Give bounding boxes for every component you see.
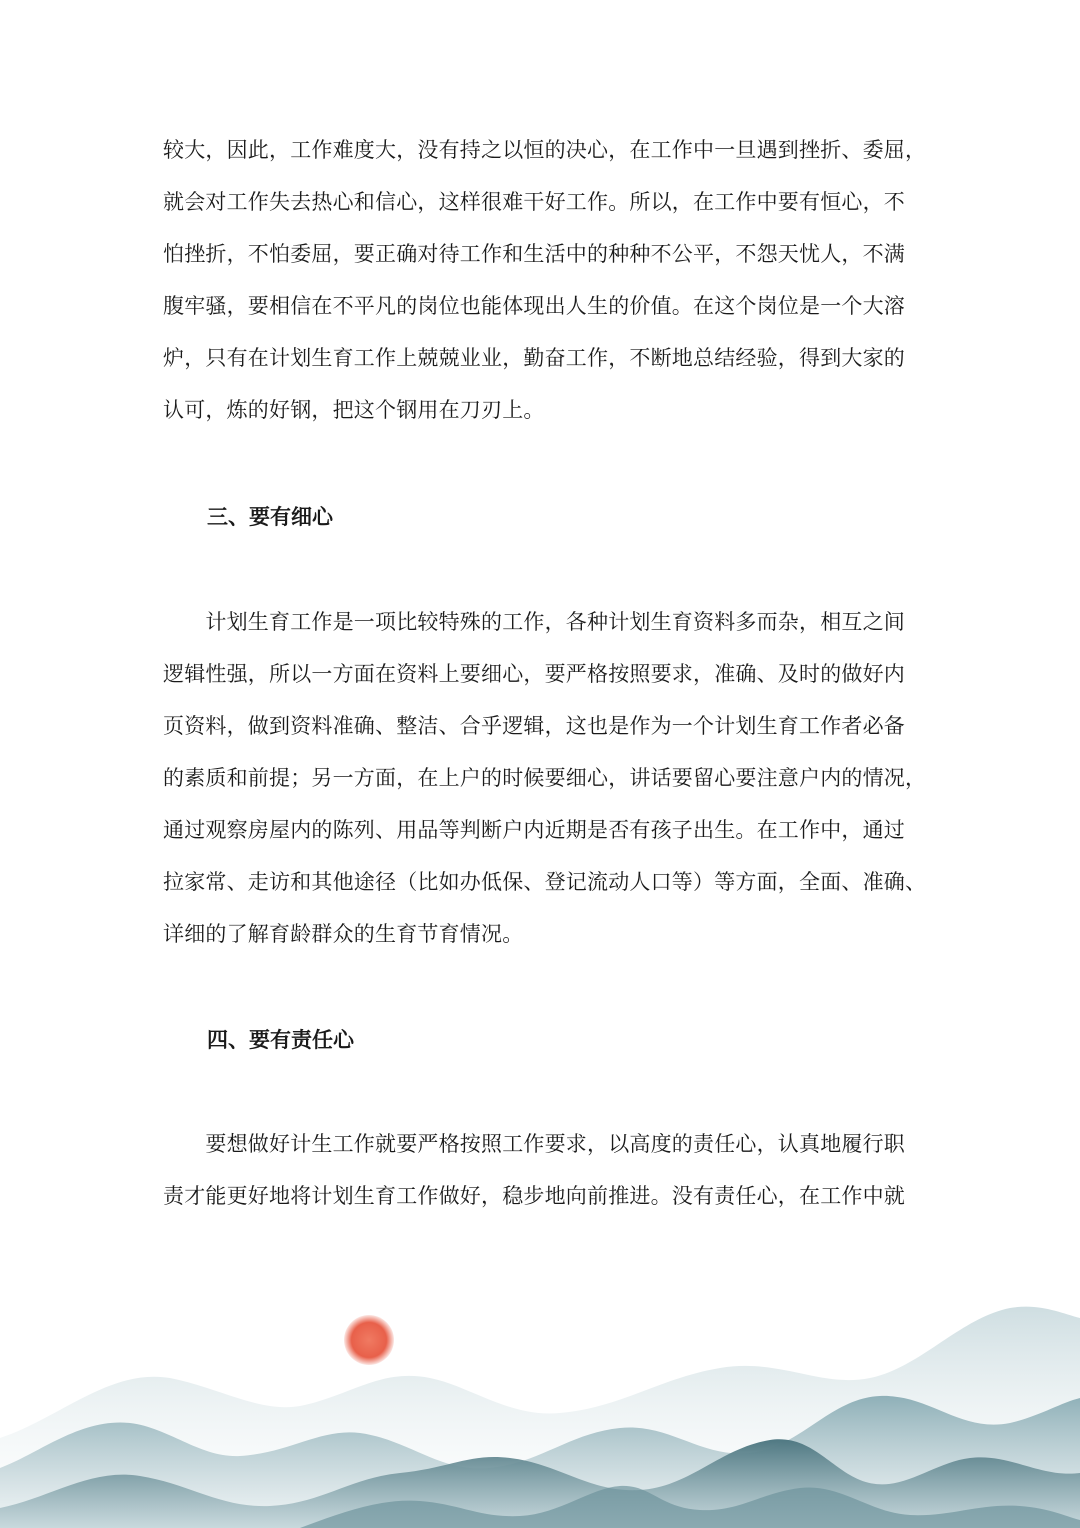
paragraph-line: 较大，因此，工作难度大，没有持之以恒的决心，在工作中一旦遇到挫折、委屈， bbox=[163, 138, 927, 162]
paragraph-2 bbox=[163, 596, 927, 960]
ink-landscape-decoration bbox=[0, 1218, 1080, 1528]
paragraph-line: 腹牢骚，要相信在不平凡的岗位也能体现出人生的价值。在这个岗位是一个大溶 bbox=[163, 294, 905, 318]
paragraph-line: 详细的了解育龄群众的生育节育情况。 bbox=[163, 922, 524, 946]
paragraph-line: 计划生育工作是一项比较特殊的工作，各种计划生育资料多而杂，相互之间 bbox=[163, 610, 905, 634]
section-heading-4: 四、要有责任心 bbox=[207, 1028, 354, 1052]
paragraph-line: 认可，炼的好钢，把这个钢用在刀刃上。 bbox=[163, 398, 545, 422]
paragraph-line: 炉，只有在计划生育工作上兢兢业业，勤奋工作，不断地总结经验，得到大家的 bbox=[163, 346, 905, 370]
paragraph-line: 页资料，做到资料准确、整洁、合乎逻辑，这也是作为一个计划生育工作者必备 bbox=[163, 714, 905, 738]
paragraph-1 bbox=[163, 124, 927, 436]
section-heading-3: 三、要有细心 bbox=[207, 505, 333, 529]
paragraph-line: 就会对工作失去热心和信心，这样很难干好工作。所以，在工作中要有恒心，不 bbox=[163, 190, 905, 214]
paragraph-line: 怕挫折，不怕委屈，要正确对待工作和生活中的种种不公平，不怨天忧人，不满 bbox=[163, 242, 905, 266]
paragraph-line: 责才能更好地将计划生育工作做好，稳步地向前推进。没有责任心，在工作中就 bbox=[163, 1184, 905, 1208]
paragraph-line: 的素质和前提；另一方面，在上户的时候要细心，讲话要留心要注意户内的情况， bbox=[163, 766, 927, 790]
paragraph-line: 拉家常、走访和其他途径（比如办低保、登记流动人口等）等方面，全面、准确、 bbox=[163, 870, 927, 894]
paragraph-3 bbox=[163, 1118, 923, 1222]
paragraph-line: 通过观察房屋内的陈列、用品等判断户内近期是否有孩子出生。在工作中，通过 bbox=[163, 818, 905, 842]
paragraph-line: 逻辑性强，所以一方面在资料上要细心，要严格按照要求，准确、及时的做好内 bbox=[163, 662, 905, 686]
sun-icon bbox=[344, 1315, 394, 1365]
paragraph-line: 要想做好计生工作就要严格按照工作要求，以高度的责任心，认真地履行职 bbox=[163, 1132, 905, 1156]
